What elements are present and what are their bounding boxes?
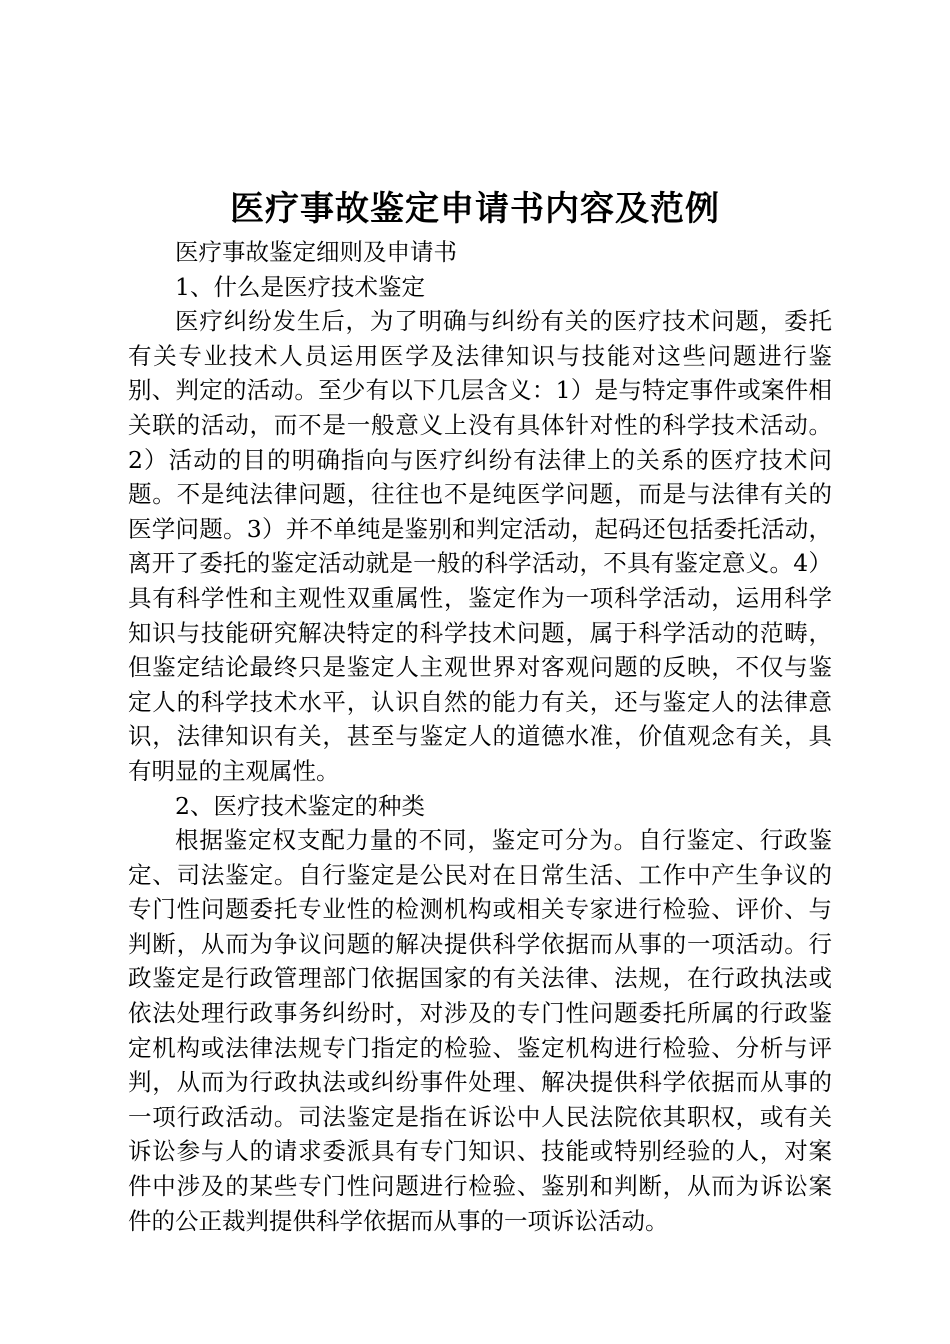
document-body	[128, 235, 832, 1238]
subtitle-paragraph: 医疗事故鉴定细则及申请书	[175, 238, 457, 266]
body-paragraph-1: 医疗纠纷发生后，为了明确与纠纷有关的医疗技术问题，委托有关专业技术人员运用医学及法律知识与技能对这些问题进行鉴别、判定的活动。至少有以下几层含义：1）是与特定事件或案件相关联的活动，而不是一般意义上没有具体针对性的科学技术活动。2）活动的目的明确指向与医疗纠纷有法律上的关系的医疗技术问题。不是纯法律问题，往往也不是纯医学问题，而是与法律有关的医学问题。3）并不单纯是鉴别和判定活动，起码还包括委托活动，离开了委托的鉴定活动就是一般的科学活动，不具有鉴定意义。4）具有科学性和主观性双重属性，鉴定作为一项科学活动，运用科学知识与技能研究解决特定的科学技术问题，属于科学活动的范畴，但鉴定结论最终只是鉴定人主观世界对客观问题的反映，不仅与鉴定人的科学技术水平，认识自然的能力有关，还与鉴定人的法律意识，法律知识有关，甚至与鉴定人的道德水准，价值观念有关，具有明显的主观属性。	[128, 307, 832, 785]
body-paragraph-2: 根据鉴定权支配力量的不同，鉴定可分为。自行鉴定、行政鉴定、司法鉴定。自行鉴定是公民对在日常生活、工作中产生争议的专门性问题委托专业性的检测机构或相关专家进行检验、评价、与判断，从而为争议问题的解决提供科学依据而从事的一项活动。行政鉴定是行政管理部门依据国家的有关法律、法规，在行政执法或依法处理行政事务纠纷时，对涉及的专门性问题委托所属的行政鉴定机构或法律法规专门指定的检验、鉴定机构进行检验、分析与评判，从而为行政执法或纠纷事件处理、解决提供科学依据而从事的一项行政活动。司法鉴定是指在诉讼中人民法院依其职权，或有关诉讼参与人的请求委派具有专门知识、技能或特别经验的人，对案件中涉及的某些专门性问题进行检验、鉴别和判断，从而为诉讼案件的公正裁判提供科学依据而从事的一项诉讼活动。	[128, 826, 832, 1235]
section-heading-2: 2、医疗技术鉴定的种类	[175, 791, 425, 820]
section-heading-1: 1、什么是医疗技术鉴定	[175, 272, 425, 301]
document-title: 医疗事故鉴定申请书内容及范例	[230, 189, 720, 229]
